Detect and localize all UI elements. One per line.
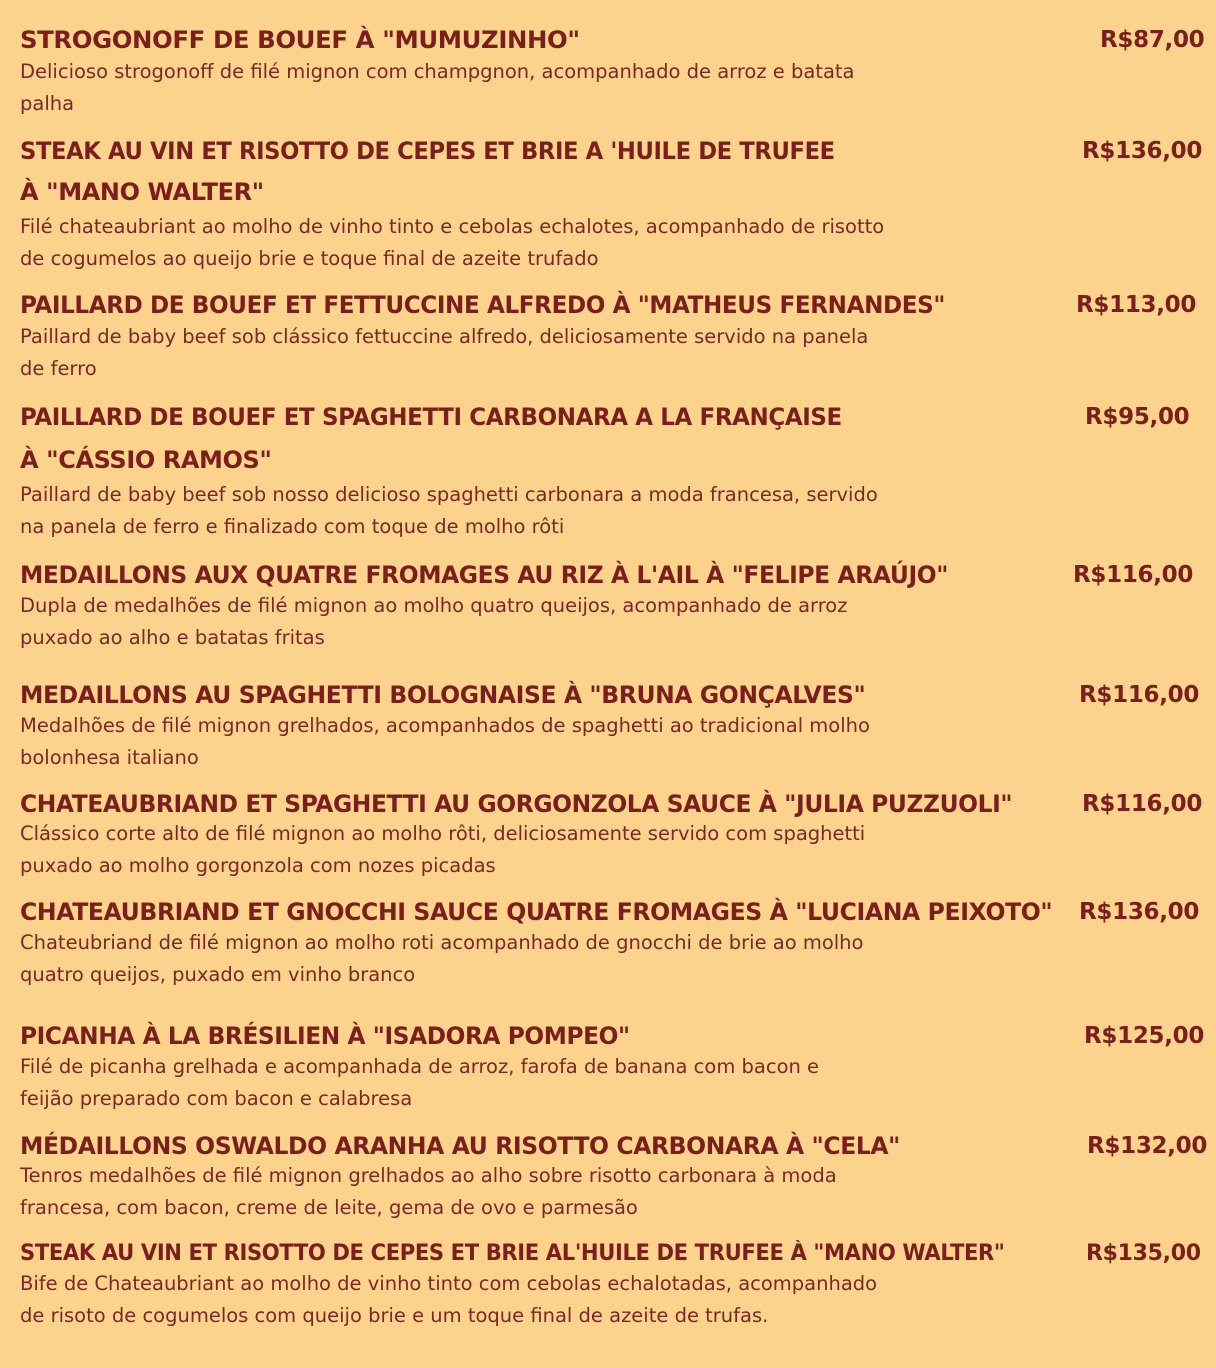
- menu-item-title: MÉDAILLONS OSWALDO ARANHA AU RISOTTO CARBONARA À "CELA": [20, 1132, 900, 1160]
- menu-item-description: Filé de picanha grelhada e acompanhada de arroz, farofa de banana com bacon e feijão preparado com bacon e calabresa: [20, 1055, 820, 1110]
- menu-item-title: STEAK AU VIN ET RISOTTO DE CEPES ET BRIE AL'HUILE DE TRUFEE À "MANO WALTER": [20, 1241, 1005, 1266]
- menu-item-price: R$116,00: [1082, 791, 1203, 817]
- menu-item-description: Paillard de baby beef sob nosso delicioso spaghetti carbonara a moda francesa, servido na panela de ferro e finalizado com toque de molho rôti: [20, 483, 878, 538]
- menu-item-title: PAILLARD DE BOUEF ET SPAGHETTI CARBONARA A LA FRANÇAISE: [20, 403, 842, 431]
- menu-item-price: R$113,00: [1076, 292, 1197, 318]
- menu-item-title: CHATEAUBRIAND ET SPAGHETTI AU GORGONZOLA SAUCE À "JULIA PUZZUOLI": [20, 790, 1013, 818]
- menu-item-title-line2: À "CÁSSIO RAMOS": [20, 446, 272, 474]
- menu-item-title: MEDAILLONS AU SPAGHETTI BOLOGNAISE À "BRUNA GONÇALVES": [20, 681, 866, 709]
- menu-item-price: R$116,00: [1073, 562, 1194, 588]
- menu-item-description: Clássico corte alto de filé mignon ao molho rôti, deliciosamente servido com spaghetti puxado ao molho gorgonzola com nozes picadas: [20, 822, 866, 877]
- menu-item-description: Tenros medalhões de filé mignon grelhados ao alho sobre risotto carbonara à moda francesa, com bacon, creme de leite, gema de ovo e parmesão: [20, 1164, 837, 1219]
- menu-item-description: Paillard de baby beef sob clássico fettuccine alfredo, deliciosamente servido na panela de ferro: [20, 325, 869, 380]
- menu-item-description: Delicioso strogonoff de filé mignon com champgnon, acompanhado de arroz e batata palha: [20, 60, 855, 115]
- menu-item-price: R$125,00: [1084, 1023, 1205, 1049]
- menu-item-description: Chateubriand de filé mignon ao molho roti acompanhado de gnocchi de brie ao molho quatro queijos, puxado em vinho branco: [20, 931, 864, 986]
- menu-item-title: STROGONOFF DE BOUEF À "MUMUZINHO": [20, 26, 580, 54]
- menu-item-price: R$135,00: [1086, 1241, 1201, 1266]
- menu-item-title: PICANHA À LA BRÉSILIEN À "ISADORA POMPEO": [20, 1022, 630, 1050]
- menu-item-title: STEAK AU VIN ET RISOTTO DE CEPES ET BRIE A 'HUILE DE TRUFEE: [20, 137, 835, 165]
- menu-item-title: MEDAILLONS AUX QUATRE FROMAGES AU RIZ À L'AIL À "FELIPE ARAÚJO": [20, 561, 949, 589]
- menu-item-description: Filé chateaubriant ao molho de vinho tinto e cebolas echalotes, acompanhado de risotto de cogumelos ao queijo brie e toque final de azeite trufado: [20, 215, 885, 270]
- menu-item-title: PAILLARD DE BOUEF ET FETTUCCINE ALFREDO À "MATHEUS FERNANDES": [20, 291, 946, 319]
- menu-item-price: R$116,00: [1079, 682, 1200, 708]
- menu-item-price: R$136,00: [1082, 138, 1203, 164]
- menu-item-description: Medalhões de filé mignon grelhados, acompanhados de spaghetti ao tradicional molho bolonhesa italiano: [20, 714, 870, 769]
- menu-item-price: R$136,00: [1079, 899, 1200, 925]
- menu-item-title: CHATEAUBRIAND ET GNOCCHI SAUCE QUATRE FROMAGES À "LUCIANA PEIXOTO": [20, 898, 1053, 926]
- menu-item-title-line2: À "MANO WALTER": [20, 178, 264, 206]
- menu-item-description: Dupla de medalhões de filé mignon ao molho quatro queijos, acompanhado de arroz puxado ao alho e batatas fritas: [20, 594, 848, 649]
- menu-item-price: R$95,00: [1085, 404, 1190, 430]
- menu-item-price: R$87,00: [1100, 27, 1205, 53]
- menu-item-description: Bife de Chateaubriant ao molho de vinho tinto com cebolas echalotadas, acompanhado de risoto de cogumelos com queijo brie e um toque final de azeite de trufas.: [20, 1272, 878, 1327]
- menu-item-price: R$132,00: [1087, 1133, 1208, 1159]
